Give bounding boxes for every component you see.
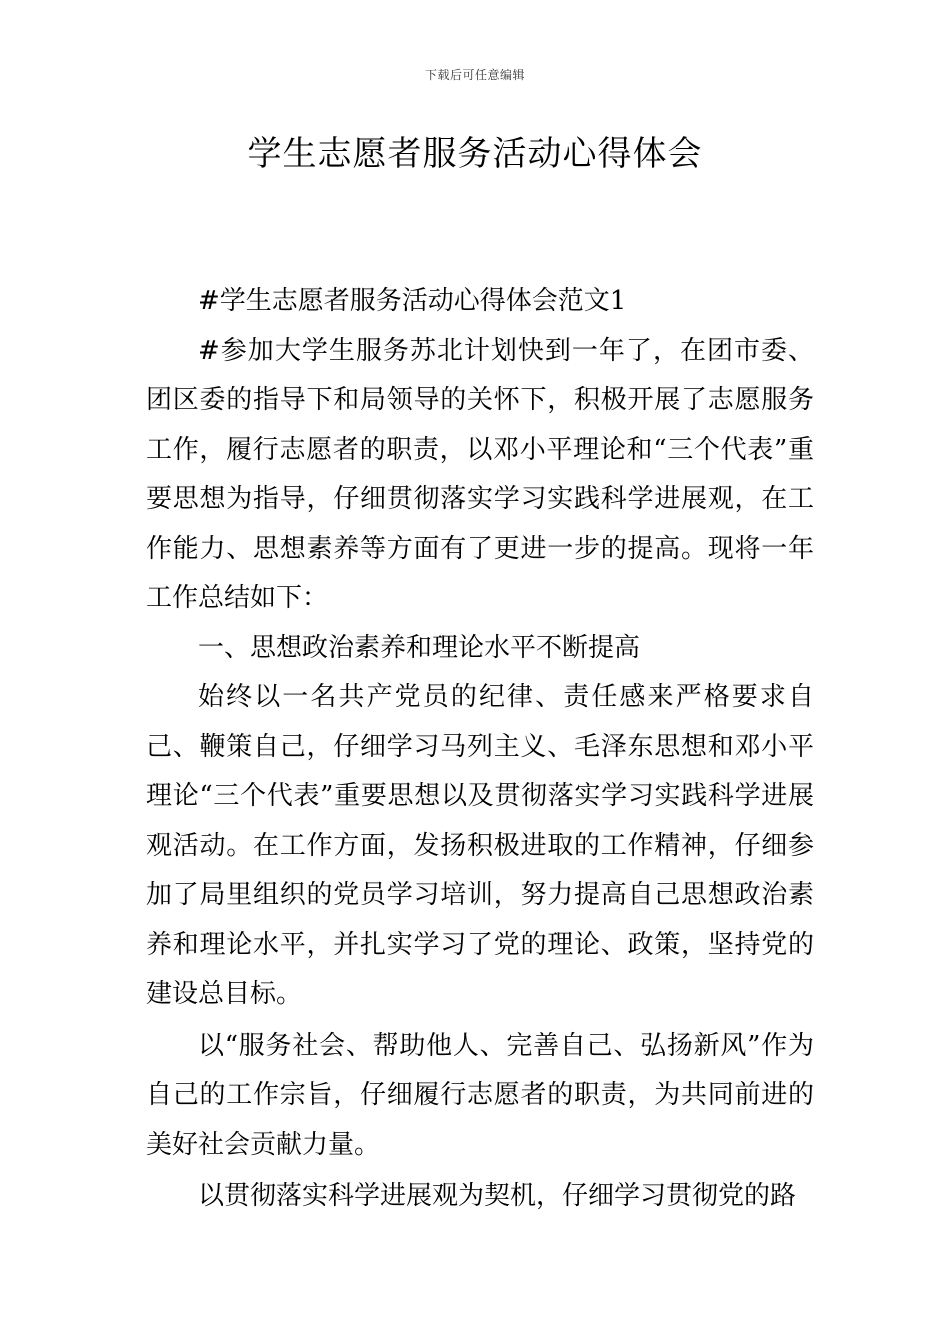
document-body — [146, 277, 814, 1222]
header-note: 下载后可任意编辑 — [424, 68, 525, 82]
paragraph-intro: #参加大学生服务苏北计划快到一年了，在团市委、团区委的指导下和局领导的关怀下，积极开展了志愿服务工作，履行志愿者的职责，以邓小平理论和“三个代表”重要思想为指导，仔细贯彻落实学习实践科学进展观，在工作能力、思想素养等方面有了更进一步的提高。现将一年工作总结如下： — [146, 335, 814, 613]
paragraph-body: 以“服务社会、帮助他人、完善自己、弘扬新风”作为自己的工作宗旨，仔细履行志愿者的职责，为共同前进的美好社会贡献力量。 — [146, 1030, 814, 1160]
paragraph-heading-sample: #学生志愿者服务活动心得体会范文1 — [198, 286, 627, 316]
document-title: 学生志愿者服务活动心得体会 — [247, 134, 703, 174]
paragraph-body: 以贯彻落实科学进展观为契机，仔细学习贯彻党的路 — [198, 1181, 797, 1211]
section-heading: 一、思想政治素养和理论水平不断提高 — [198, 632, 641, 663]
paragraph-body: 始终以一名共产党员的纪律、责任感来严格要求自己、鞭策自己，仔细学习马列主义、毛泽东思想和邓小平理论“三个代表”重要思想以及贯彻落实学习实践科学进展观活动。在工作方面，发扬积极进取的工作精神，仔细参加了局里组织的党员学习培训，努力提高自己思想政治素养和理论水平，并扎实学习了党的理论、政策，坚持党的建设总目标。 — [146, 682, 814, 1009]
